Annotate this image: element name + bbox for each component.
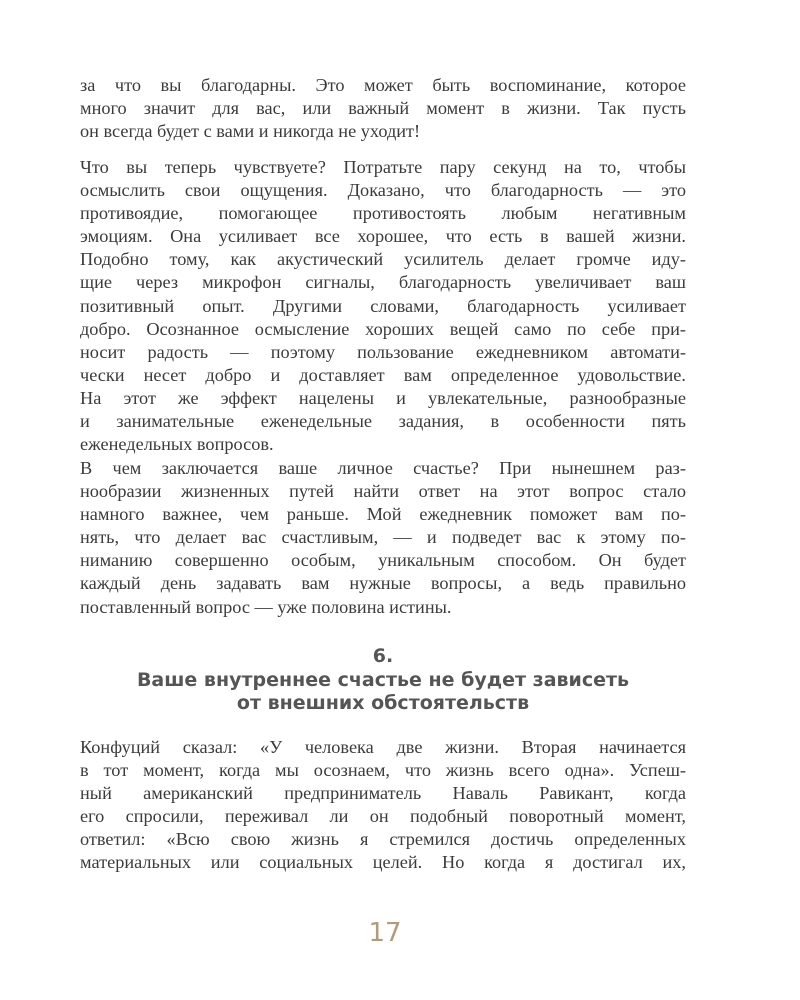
text-line: позитивный опыт. Другими словами, благодарность усиливает	[80, 295, 686, 316]
text-line: нообразии жизненных путей найти ответ на этот вопрос стало	[80, 481, 686, 502]
text-line: много значит для вас, или важный момент в жизни. Так пусть	[80, 98, 686, 119]
section-title-line-1: Ваше внутреннее счастье не будет зависеть	[136, 668, 630, 691]
text-line: осмыслить свои ощущения. Доказано, что благодарность — это	[80, 180, 686, 201]
paragraph-gratitude-effect	[80, 156, 686, 456]
text-line: ный американский предприниматель Наваль Равикант, когда	[80, 783, 686, 804]
text-line: В чем заключается ваше личное счастье? При нынешнем раз-	[80, 458, 686, 478]
paragraph-confucius	[80, 736, 686, 875]
text-line: ниманию совершенно особым, уникальным способом. Он будет	[80, 550, 686, 571]
section-title-line-2: от внешних обстоятельств	[236, 692, 530, 714]
text-line: нять, что делает вас счастливым, — и подведет вас к этому по-	[80, 527, 686, 548]
text-line: за что вы благодарны. Это может быть воспоминание, которое	[80, 75, 686, 95]
text-line: Подобно тому, как акустический усилитель делает громче иду-	[80, 249, 686, 270]
text-line: носит радость — поэтому пользование ежедневником автомати-	[80, 341, 686, 362]
text-line: противоядие, помогающее противостоять любым негативным	[80, 203, 686, 224]
text-line: Что вы теперь чувствуете? Потратьте пару секунд на то, чтобы	[80, 157, 686, 177]
text-line: добро. Осознанное осмысление хороших вещей само по себе при-	[80, 318, 686, 339]
text-line: еженедельных вопросов.	[80, 434, 274, 455]
text-line: Конфуций сказал: «У человека две жизни. Вторая начинается	[80, 737, 686, 757]
text-line: он всегда будет с вами и никогда не уходит!	[80, 121, 421, 142]
text-line: поставленный вопрос — уже половина истины.	[80, 596, 452, 617]
page-number: 17	[368, 918, 402, 948]
text-line: чески несет добро и доставляет вам определенное удовольствие.	[80, 364, 686, 385]
section-heading	[80, 645, 686, 716]
text-line: и занимательные еженедельные задания, в особенности пять	[80, 411, 686, 432]
paragraph-personal-happiness	[80, 457, 686, 619]
text-line: его спросили, переживал ли он подобный поворотный момент,	[80, 806, 686, 827]
text-line: материальных или социальных целей. Но когда я достигал их,	[80, 852, 686, 873]
text-line: в тот момент, когда мы осознаем, что жизнь всего одна». Успеш-	[80, 760, 686, 781]
section-number: 6.	[372, 645, 394, 667]
text-line: каждый день задавать вам нужные вопросы, а ведь правильно	[80, 573, 686, 594]
text-line: намного важнее, чем раньше. Мой ежедневник поможет вам по-	[80, 504, 686, 525]
paragraph-gratitude-memory	[80, 74, 686, 143]
text-line: На этот же эффект нацелены и увлекательные, разнообразные	[80, 387, 686, 408]
text-line: щие через микрофон сигналы, благодарность увеличивает ваш	[80, 272, 686, 293]
text-line: эмоциям. Она усиливает все хорошее, что есть в вашей жизни.	[80, 226, 686, 247]
text-line: ответил: «Всю свою жизнь я стремился достичь определенных	[80, 829, 686, 850]
